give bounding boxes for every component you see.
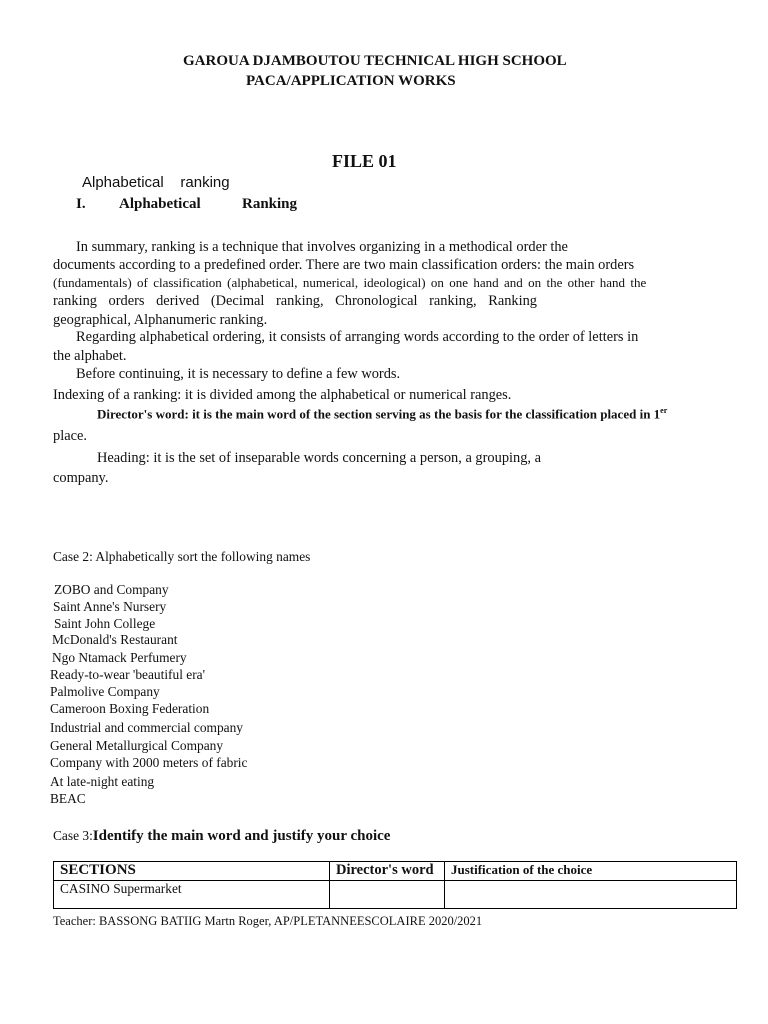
- list-item: ZOBO and Company: [54, 582, 169, 597]
- section-numeral: I.: [76, 196, 86, 212]
- paragraph-1-line-2: documents according to a predefined order. There are two main classification orders: the main orders: [53, 257, 635, 273]
- paragraph-2-line-1: Regarding alphabetical ordering, it consists of arranging words according to the order of letters in: [76, 329, 639, 345]
- cell-section: CASINO Supermarket: [54, 881, 330, 909]
- topic-label: Alphabetical ranking: [82, 174, 230, 191]
- header-justification: Justification of the choice: [445, 862, 737, 881]
- list-item: McDonald's Restaurant: [52, 632, 178, 647]
- list-item: Company with 2000 meters of fabric: [50, 755, 248, 770]
- section-title-word-2: Ranking: [242, 196, 298, 212]
- paragraph-1-line-5: geographical, Alphanumeric ranking.: [53, 312, 268, 328]
- paragraph-1-line-3: (fundamentals) of classification (alphabetical, numerical, ideological) on one hand and on the other hand the: [53, 275, 647, 290]
- list-item: Ready-to-wear 'beautiful era': [50, 667, 206, 682]
- case-3-instruction: Identify the main word and justify your choice: [92, 828, 391, 844]
- cell-directors-word: [330, 881, 445, 909]
- sections-table: [53, 861, 737, 909]
- paragraph-1-line-4: ranking orders derived (Decimal ranking, Chronological ranking, Ranking: [53, 293, 538, 309]
- case-3-prefix: Case 3:: [53, 828, 93, 843]
- directors-word-text: Director's word: it is the main word of the section serving as the basis for the classification placed in 1: [97, 406, 661, 422]
- ordinal-superscript: er: [660, 406, 668, 415]
- cell-justification: [445, 881, 737, 909]
- header-sections: SECTIONS: [54, 862, 330, 881]
- definition-indexing: Indexing of a ranking: it is divided among the alphabetical or numerical ranges.: [53, 387, 512, 403]
- case-3-label: [53, 827, 390, 845]
- table-row: [54, 881, 737, 909]
- header-directors-word: Director's word: [330, 862, 445, 881]
- list-item: Palmolive Company: [50, 684, 160, 699]
- paragraph-2-line-2: the alphabet.: [53, 348, 127, 364]
- definition-directors-word-continued: place.: [53, 428, 87, 444]
- table-header-row: [54, 862, 737, 881]
- definition-heading: Heading: it is the set of inseparable words concerning a person, a grouping, a: [97, 450, 541, 466]
- list-item: Ngo Ntamack Perfumery: [52, 650, 187, 665]
- section-title-word-1: Alphabetical: [119, 196, 201, 212]
- paragraph-1-line-1: In summary, ranking is a technique that involves organizing in a methodical order the: [76, 239, 568, 255]
- list-item: Saint Anne's Nursery: [53, 599, 167, 614]
- list-item: General Metallurgical Company: [50, 738, 224, 753]
- list-item: BEAC: [50, 791, 86, 806]
- footer-teacher: Teacher: BASSONG BATIIG Martn Roger, AP/PLETANNEESCOLAIRE 2020/2021: [53, 914, 483, 928]
- definition-directors-word: [97, 406, 667, 422]
- file-title: FILE 01: [332, 151, 397, 171]
- school-name: GAROUA DJAMBOUTOU TECHNICAL HIGH SCHOOL: [183, 53, 567, 69]
- paragraph-3: Before continuing, it is necessary to define a few words.: [76, 366, 401, 382]
- case-2-label: Case 2: Alphabetically sort the following names: [53, 549, 311, 564]
- list-item: Saint John College: [54, 616, 156, 631]
- list-item: Cameroon Boxing Federation: [50, 701, 210, 716]
- definition-heading-continued: company.: [53, 470, 109, 486]
- list-item: Industrial and commercial company: [50, 720, 243, 735]
- list-item: At late-night eating: [50, 774, 155, 789]
- document-subtitle: PACA/APPLICATION WORKS: [246, 73, 456, 89]
